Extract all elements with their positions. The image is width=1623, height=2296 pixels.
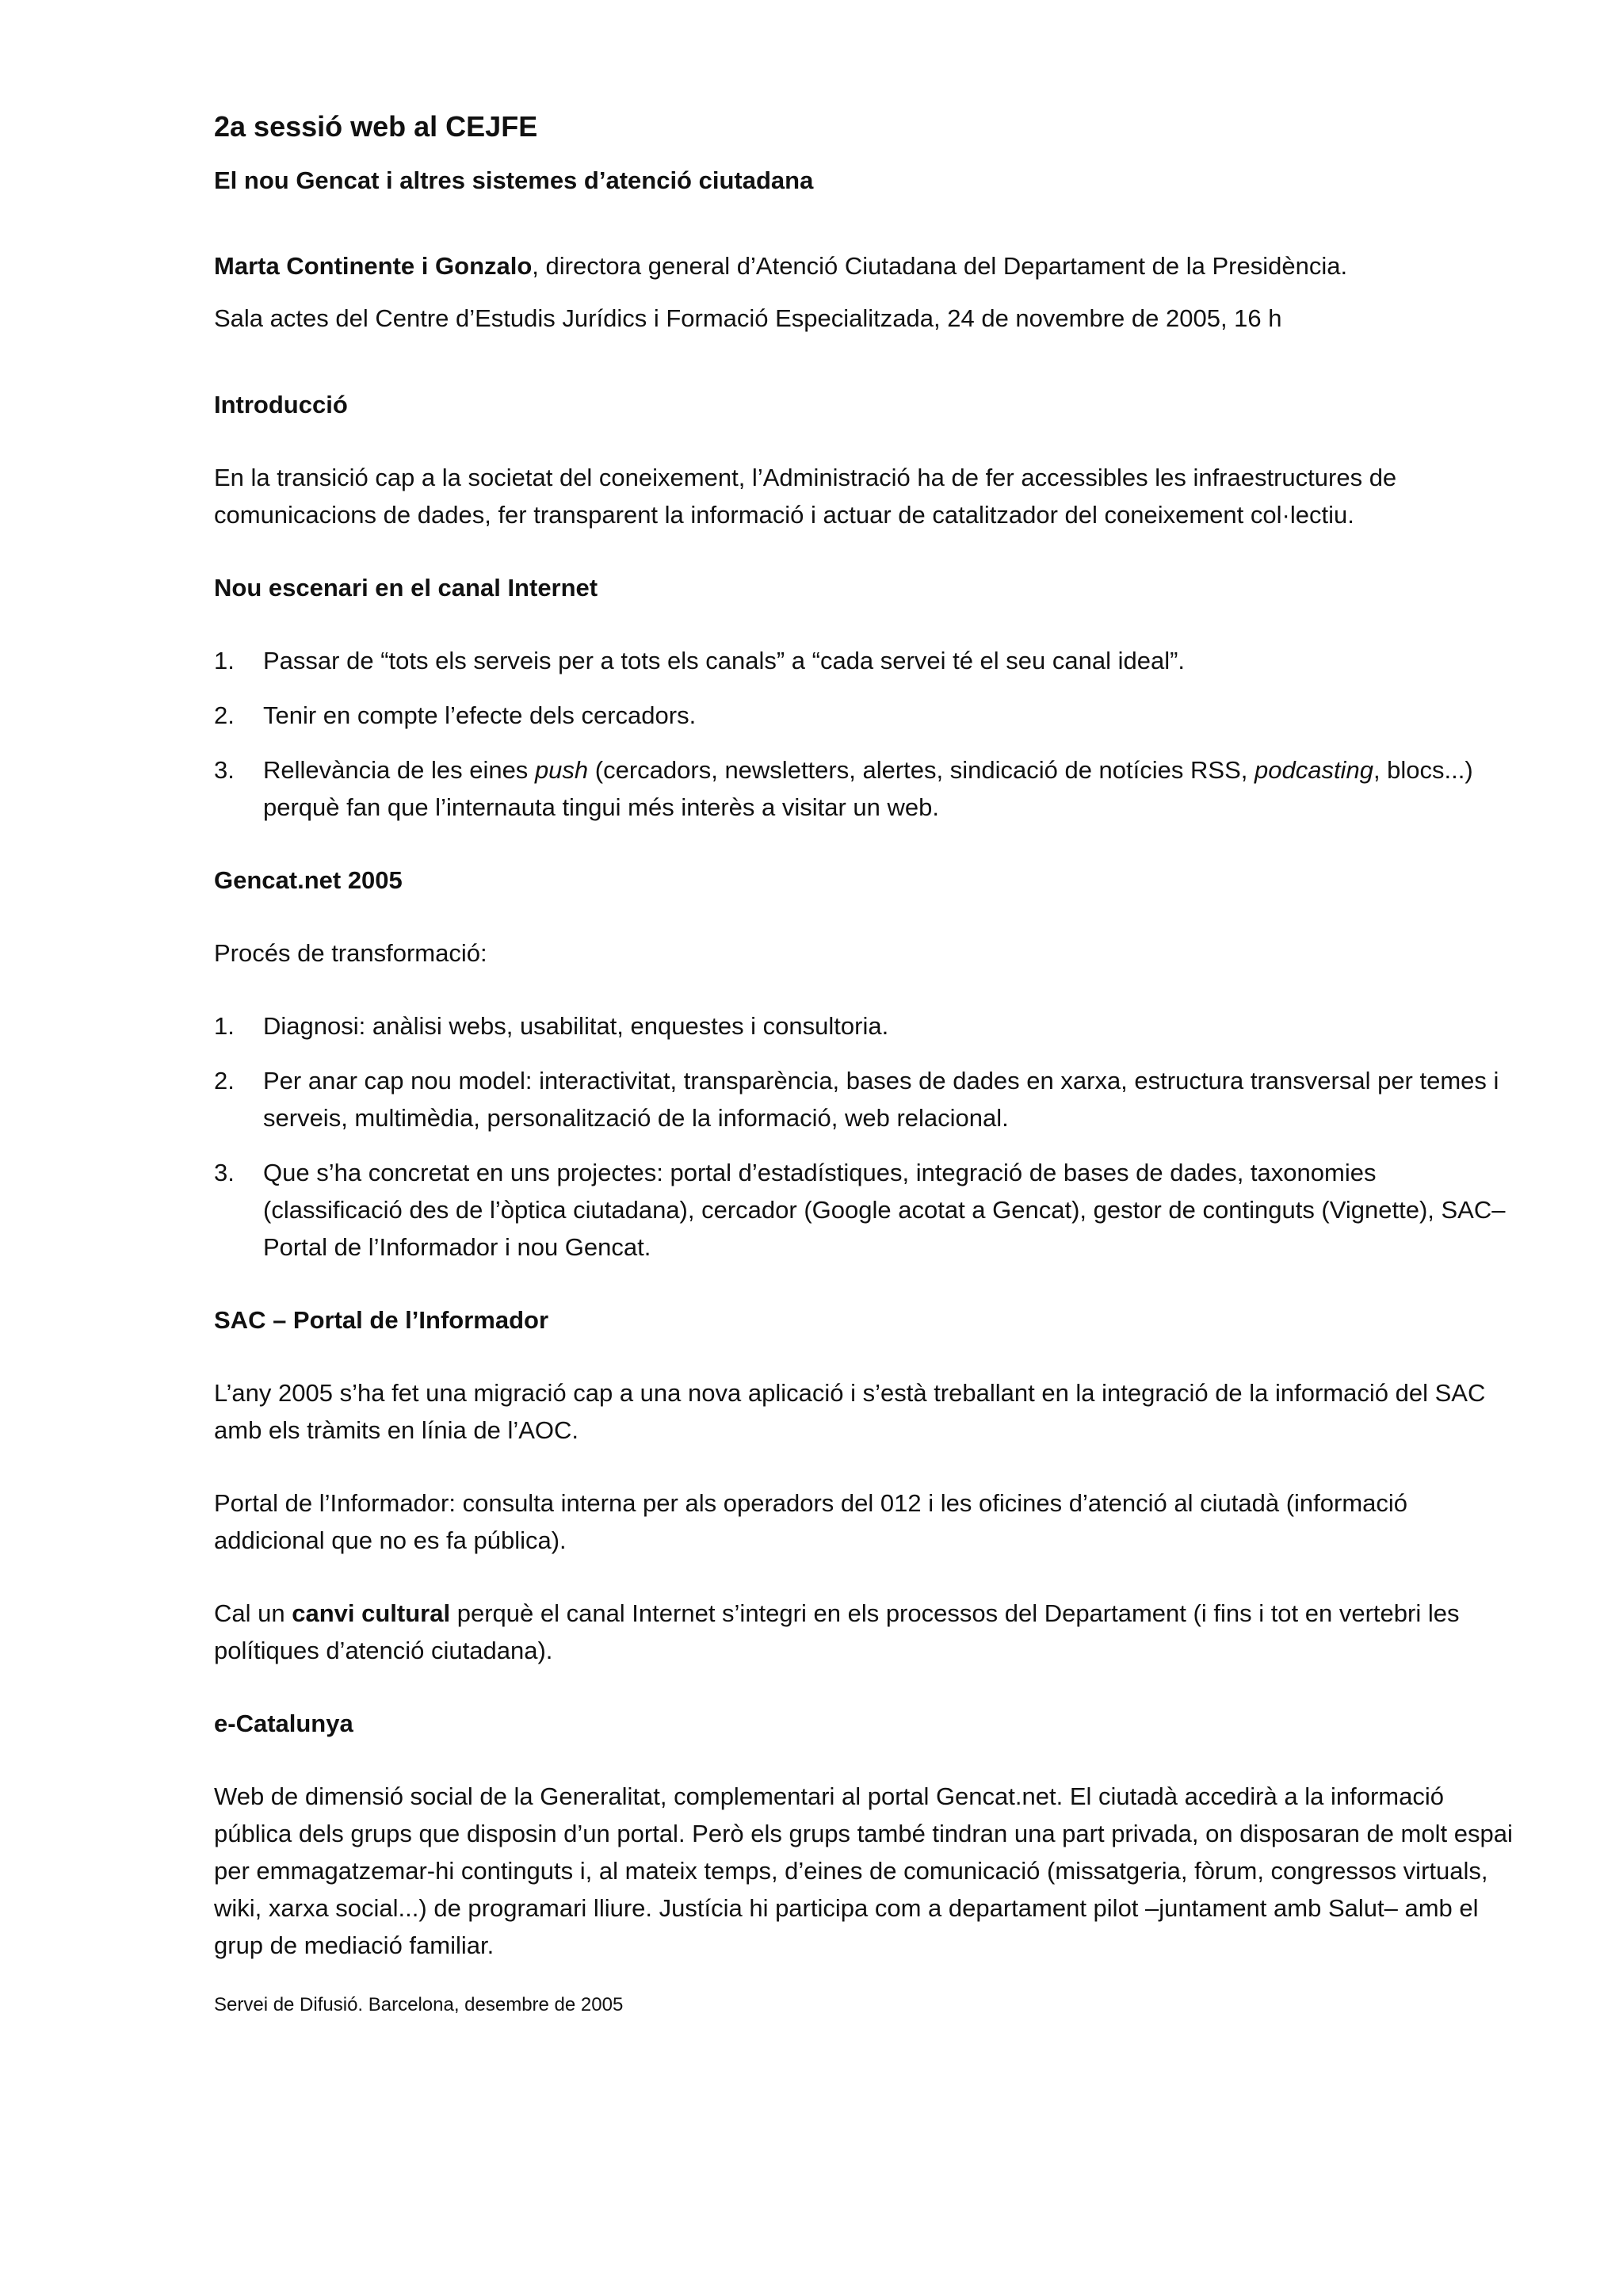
list-item: [214, 751, 1514, 826]
text-part: perquè el canal Internet s’integri en els processos del Departament (i fins i tot en vertebri les polítiques d’atenció ciutadana).: [214, 1599, 1460, 1664]
list-item-text: Per anar cap nou model: interactivitat, transparència, bases de dades en xarxa, estructura transversal per temes i serveis, multimèdia, personalització de la informació, web relacional.: [263, 1066, 1499, 1132]
author-role: , directora general d’Atenció Ciutadana del Departament de la Presidència.: [532, 251, 1348, 280]
bold-term-canvi-cultural: canvi cultural: [292, 1599, 451, 1627]
author-line: [214, 247, 1514, 285]
document-footer: Servei de Difusió. Barcelona, desembre de 2005: [214, 1993, 624, 2015]
list-number: 2.: [214, 701, 235, 729]
text-part: Cal un: [214, 1599, 292, 1627]
sac-paragraph-1: L’any 2005 s’ha fet una migració cap a una nova aplicació i s’està treballant en la integració de la informació del SAC amb els tràmits en línia de l’AOC.: [214, 1378, 1486, 1444]
gencat-list: [214, 1007, 1514, 1266]
section-heading-escenari: Nou escenari en el canal Internet: [214, 573, 598, 602]
list-item-text: Passar de “tots els serveis per a tots els canals” a “cada servei té el seu canal ideal”.: [263, 646, 1186, 674]
list-number: 2.: [214, 1066, 235, 1095]
document-subtitle: El nou Gencat i altres sistemes d’atenció ciutadana: [214, 166, 814, 195]
section-heading-sac: SAC – Portal de l’Informador: [214, 1305, 549, 1334]
list-number: 3.: [214, 1158, 235, 1186]
venue-line: Sala actes del Centre d’Estudis Jurídics i Formació Especialitzada, 24 de novembre de 2005, 16 h: [214, 304, 1282, 332]
gencat-intro: Procés de transformació:: [214, 938, 487, 967]
section-heading-intro: Introducció: [214, 390, 348, 418]
list-item: [214, 1154, 1514, 1266]
sac-paragraph-3: [214, 1595, 1514, 1669]
ecatalunya-paragraph: Web de dimensió social de la Generalitat, complementari al portal Gencat.net. El ciutadà accedirà a la informació pública dels grups que disposin d’un portal. Però els grups també tindran una part privada, on disposaran de molt espai per emmagatzemar-hi continguts i, al mateix temps, d’eines de comunicació (missatgeria, fòrum, congressos virtuals, wiki, xarxa social...) de programari lliure. Justícia hi participa com a departament pilot –juntament amb Salut– amb el grup de mediació familiar.: [214, 1782, 1513, 1959]
document-title: 2a sessió web al CEJFE: [214, 110, 538, 143]
list-item: [214, 697, 1514, 734]
list-item-text-part: , blocs...) perquè fan que l’internauta tingui més interès a visitar un web.: [263, 755, 1473, 821]
escenari-list: [214, 642, 1514, 826]
italic-term-podcasting: podcasting: [1254, 755, 1373, 784]
document-page: [214, 109, 1514, 2018]
sac-paragraph-2: Portal de l’Informador: consulta interna per als operadors del 012 i les oficines d’atenció al ciutadà (informació addicional que no es fa pública).: [214, 1488, 1408, 1554]
list-item: [214, 642, 1514, 679]
list-item-text: Tenir en compte l’efecte dels cercadors.: [263, 701, 697, 729]
list-item-text: Que s’ha concretat en uns projectes: portal d’estadístiques, integració de bases de dades, taxonomies (classificació des de l’òptica ciutadana), cercador (Google acotat a Gencat), gestor de continguts (Vignette), SAC–Portal de l’Informador i nou Gencat.: [263, 1158, 1506, 1261]
list-item-text-part: Rellevància de les eines: [263, 755, 535, 784]
list-number: 1.: [214, 1011, 235, 1040]
list-number: 3.: [214, 755, 235, 784]
author-name: Marta Continente i Gonzalo: [214, 251, 533, 280]
intro-paragraph: En la transició cap a la societat del coneixement, l’Administració ha de fer accessibles les infraestructures de comunicacions de dades, fer transparent la informació i actuar de catalitzador del coneixement col·lectiu.: [214, 463, 1397, 529]
section-heading-ecatalunya: e-Catalunya: [214, 1709, 353, 1737]
list-number: 1.: [214, 646, 235, 674]
section-heading-gencat: Gencat.net 2005: [214, 865, 403, 894]
list-item-text-part: (cercadors, newsletters, alertes, sindicació de notícies RSS,: [588, 755, 1254, 784]
list-item-text: Diagnosi: anàlisi webs, usabilitat, enquestes i consultoria.: [263, 1011, 889, 1040]
list-item: [214, 1007, 1514, 1045]
list-item: [214, 1062, 1514, 1137]
italic-term-push: push: [534, 755, 589, 784]
